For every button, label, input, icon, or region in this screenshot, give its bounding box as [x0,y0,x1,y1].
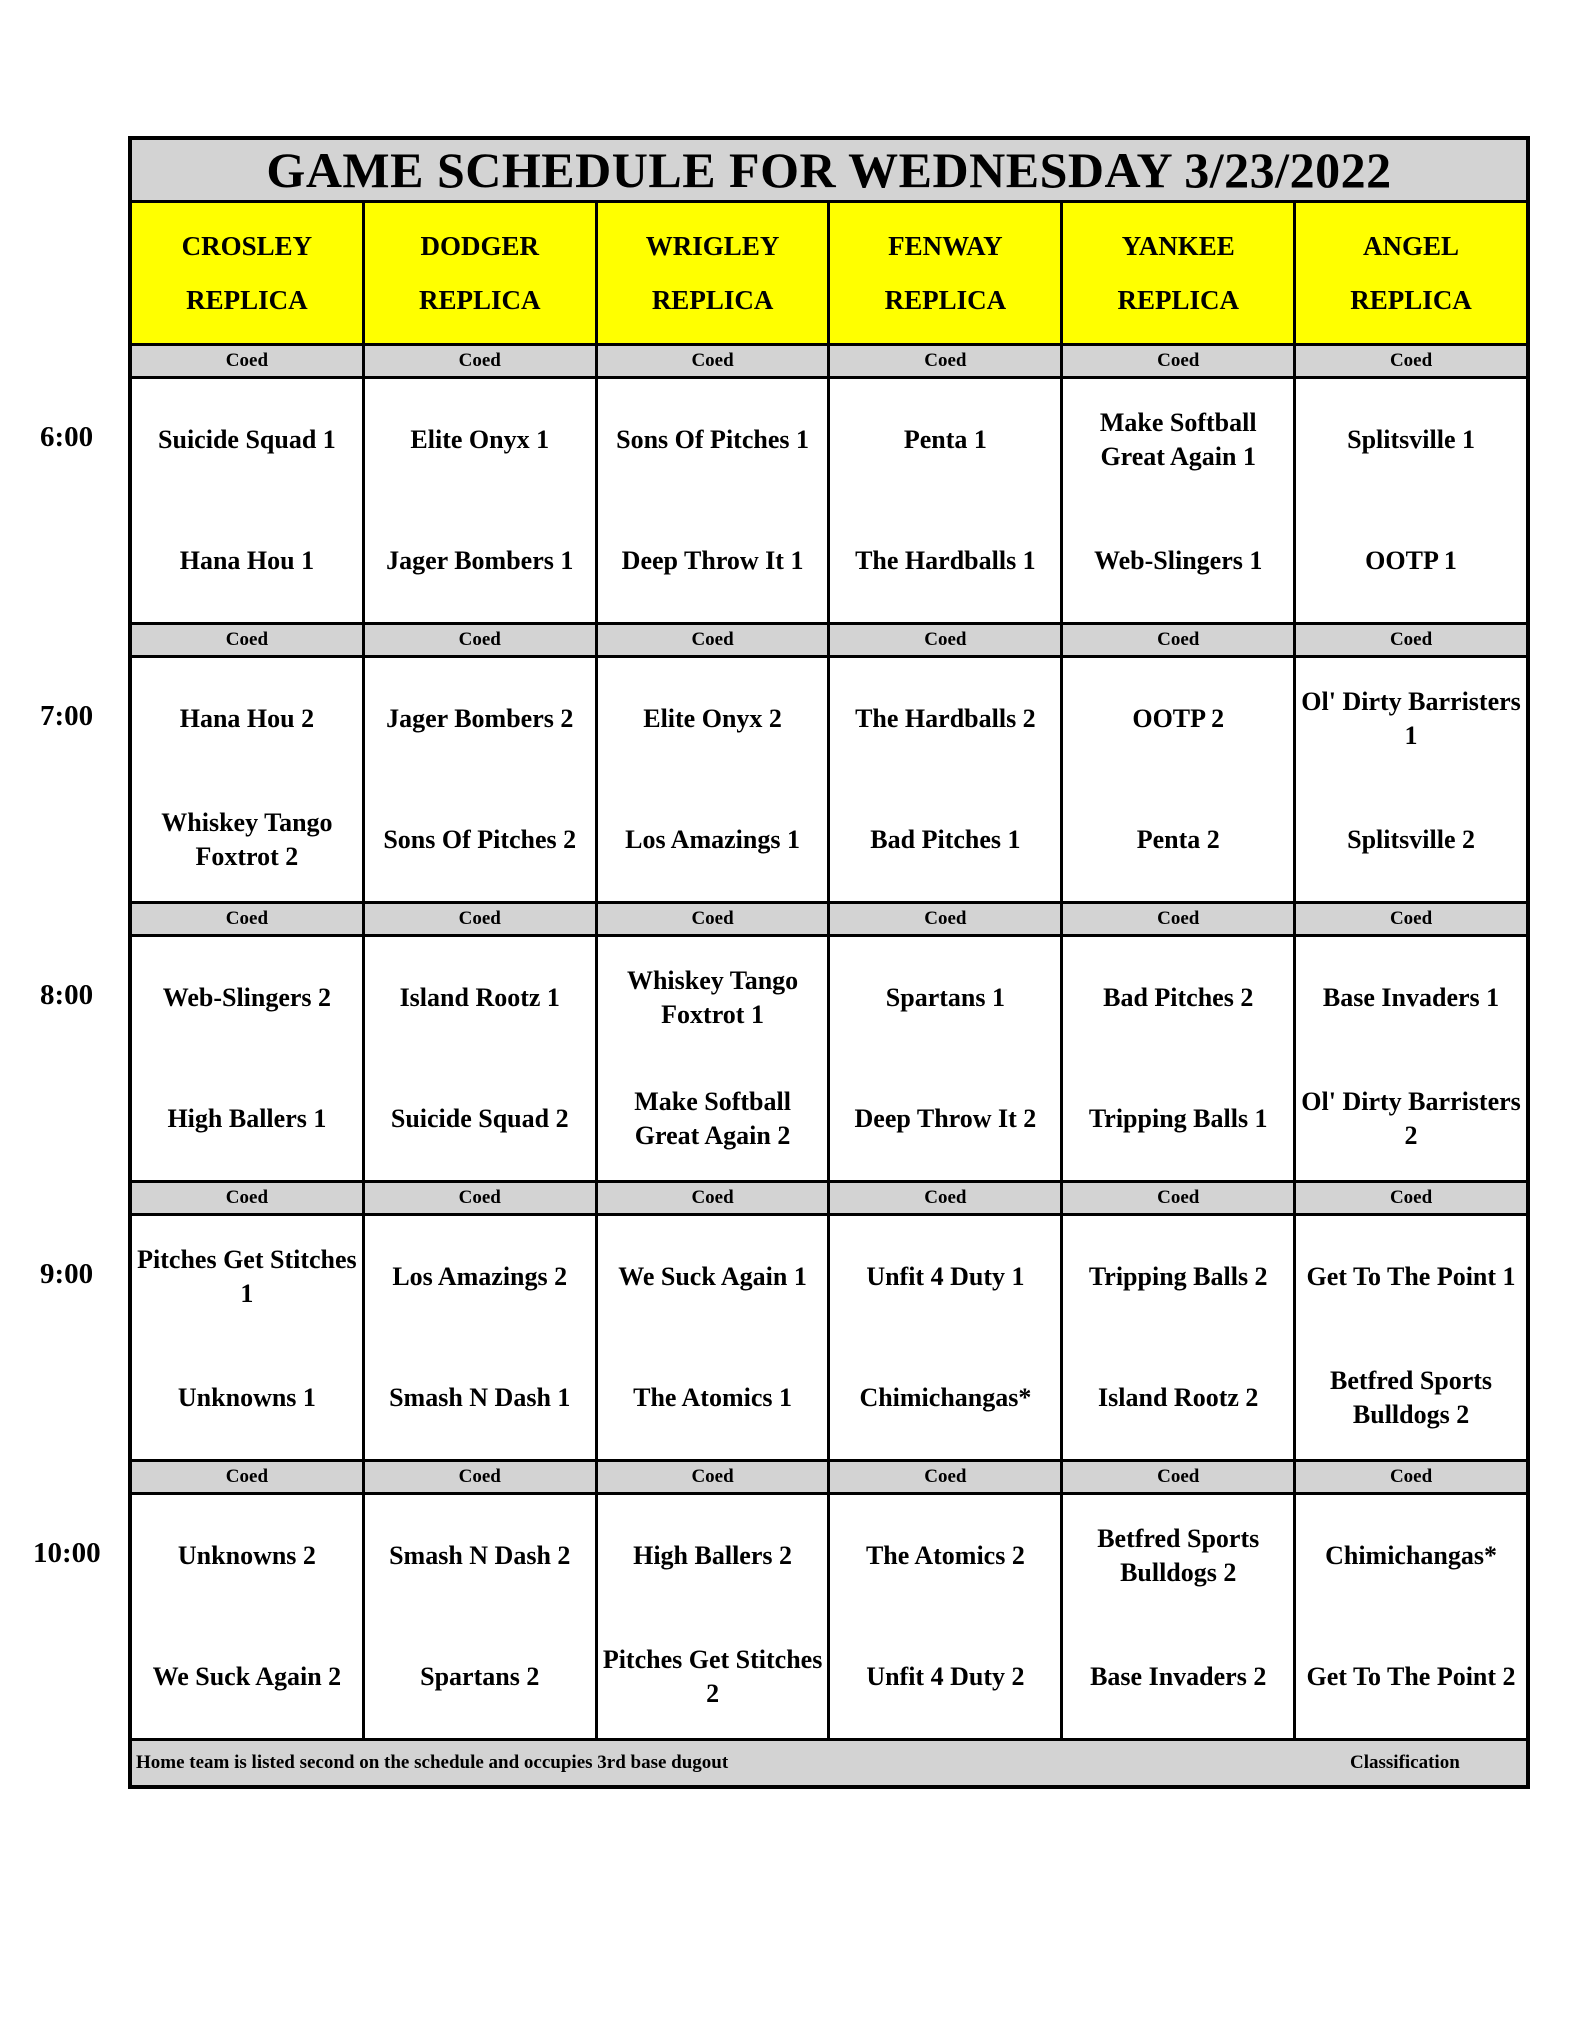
away-team: Base Invaders 1 [1322,982,1500,1012]
field-name: YANKEE [1121,231,1235,261]
field-type: REPLICA [651,285,774,315]
away-team: Chimichangas* [1325,1540,1498,1570]
home-team: Unfit 4 Duty 2 [866,1662,1025,1692]
away-team: Unfit 4 Duty 1 [866,1261,1025,1291]
home-team: Spartans 2 [420,1662,540,1692]
away-team: The Hardballs 2 [855,703,1036,733]
home-team: Bad Pitches 1 [870,825,1021,855]
game-cell [830,658,1063,901]
home-team: Unknowns 1 [177,1383,316,1413]
home-team: OOTP 1 [1365,546,1457,576]
game-cell [132,1495,365,1738]
game-cell [1296,379,1526,622]
game-cell [598,937,831,1180]
home-team: Ol' Dirty Barristers 2 [1301,1087,1521,1151]
field-header-row [132,203,1526,346]
classification-row [132,346,1526,379]
game-cell [1296,658,1526,901]
game-cell [365,1216,598,1459]
game-cell [132,658,365,901]
home-team: The Atomics 1 [633,1383,793,1413]
field-name: WRIGLEY [645,231,780,261]
away-team: Sons Of Pitches 1 [616,424,809,454]
home-team: The Hardballs 1 [855,546,1036,576]
away-team: Smash N Dash 2 [389,1540,571,1570]
away-team: Make Softball Great Again 1 [1099,407,1257,471]
game-cell [365,658,598,901]
game-cell [830,1216,1063,1459]
away-team: Whiskey Tango Foxtrot 1 [626,965,799,1029]
field-type: REPLICA [186,285,308,315]
classification-cell: Coed [598,1183,831,1213]
classification-cell: Coed [830,625,1063,655]
home-team: Deep Throw It 2 [854,1104,1037,1134]
classification-row [132,904,1526,937]
home-team: Tripping Balls 1 [1088,1104,1268,1134]
classification-cell: Coed [132,346,365,376]
home-team: We Suck Again 2 [152,1662,342,1692]
away-team: Betfred Sports Bulldogs 2 [1097,1523,1260,1587]
game-cell [1063,379,1296,622]
classification-cell: Coed [1389,350,1433,371]
field-header-wrigley [598,203,831,343]
game-cell [1296,937,1526,1180]
away-team: We Suck Again 1 [618,1261,807,1291]
field-header-crosley [132,203,365,343]
away-team: Bad Pitches 2 [1103,982,1254,1012]
home-team: Pitches Get Stitches 2 [602,1645,823,1709]
field-type: REPLICA [418,285,541,315]
game-cell [132,379,365,622]
game-cell [365,937,598,1180]
home-team: Smash N Dash 1 [389,1383,571,1413]
away-team: Splitsville 1 [1347,424,1475,454]
field-header-angel [1296,203,1526,343]
classification-cell: Coed [598,1462,831,1492]
home-team: Jager Bombers 1 [386,546,574,576]
game-cell [1063,1495,1296,1738]
home-team: Chimichangas* [859,1383,1032,1413]
classification-cell: Coed [1063,1183,1296,1213]
home-team: Web-Slingers 1 [1094,546,1263,576]
classification-cell: Coed [598,904,831,934]
field-name: ANGEL [1363,231,1460,261]
home-team: Island Rootz 2 [1098,1383,1259,1413]
home-team: Get To The Point 2 [1306,1662,1516,1692]
game-cell [1063,937,1296,1180]
home-team: Hana Hou 1 [179,546,315,576]
field-type: REPLICA [1350,285,1472,315]
away-team: Elite Onyx 2 [643,703,782,733]
games-row [132,658,1526,904]
game-cell [132,1216,365,1459]
classification-cell: Coed [1389,1466,1433,1487]
classification-cell: Coed [1063,346,1296,376]
home-team-note: Home team is listed second on the schedule and occupies 3rd base dugout [136,1752,729,1773]
field-type: REPLICA [1117,285,1239,315]
games-row [132,1495,1526,1741]
home-team: Betfred Sports Bulldogs 2 [1330,1366,1493,1430]
home-team: High Ballers 1 [167,1104,327,1134]
game-cell [365,1495,598,1738]
classification-cell: Coed [365,346,598,376]
game-cell [830,379,1063,622]
game-cell [598,658,831,901]
games-row [132,379,1526,625]
home-team: Make Softball Great Again 2 [634,1087,791,1151]
home-team: Suicide Squad 2 [390,1104,569,1134]
field-header-yankee [1063,203,1296,343]
schedule-title: GAME SCHEDULE FOR WEDNESDAY 3/23/2022 [132,140,1526,203]
classification-cell: Coed [365,1183,598,1213]
away-team: Get To The Point 1 [1306,1261,1516,1291]
classification-cell: Coed [1063,1462,1296,1492]
away-team: Suicide Squad 1 [158,424,336,454]
classification-cell: Coed [1063,625,1296,655]
schedule-footer [132,1741,1526,1785]
field-name: DODGER [420,231,539,261]
home-team: Splitsville 2 [1347,825,1475,855]
away-team: Tripping Balls 2 [1088,1261,1268,1291]
classification-row [132,1183,1526,1216]
classification-cell: Coed [830,346,1063,376]
classification-cell: Coed [598,625,831,655]
time-label: 7:00 [40,700,94,732]
classification-cell: Coed [1389,1187,1433,1208]
away-team: Elite Onyx 1 [410,424,550,454]
classification-cell: Coed [132,1183,365,1213]
away-team: OOTP 2 [1132,703,1225,733]
away-team: Island Rootz 1 [399,982,560,1012]
time-label: 9:00 [40,1258,94,1290]
classification-cell: Coed [365,625,598,655]
away-team: The Atomics 2 [865,1540,1025,1570]
classification-label: Classification [1350,1752,1460,1773]
home-team: Base Invaders 2 [1090,1662,1267,1692]
classification-cell: Coed [1389,908,1433,929]
classification-cell: Coed [132,904,365,934]
away-team: Jager Bombers 2 [386,703,574,733]
away-team: Ol' Dirty Barristers 1 [1301,686,1521,750]
away-team: Spartans 1 [885,982,1005,1012]
field-type: REPLICA [884,285,1007,315]
game-cell [365,379,598,622]
game-cell [1063,1216,1296,1459]
home-team: Whiskey Tango Foxtrot 2 [161,808,333,872]
away-team: Hana Hou 2 [179,703,315,733]
games-row [132,1216,1526,1462]
away-team: Pitches Get Stitches 1 [137,1244,357,1308]
schedule-table [128,136,1530,1789]
classification-cell: Coed [830,904,1063,934]
classification-cell: Coed [1063,904,1296,934]
classification-cell: Coed [132,625,365,655]
game-cell [598,1216,831,1459]
away-team: Los Amazings 2 [392,1261,568,1291]
classification-cell: Coed [365,1462,598,1492]
game-cell [830,1495,1063,1738]
classification-cell: Coed [365,904,598,934]
game-cell [1296,1216,1526,1459]
field-name: CROSLEY [181,231,313,261]
home-team: Deep Throw It 1 [621,546,804,576]
field-header-dodger [365,203,598,343]
game-cell [1063,658,1296,901]
time-label: 6:00 [40,421,94,453]
game-cell [598,1495,831,1738]
game-cell [598,379,831,622]
time-label: 8:00 [40,979,94,1011]
away-team: Penta 1 [903,424,987,454]
classification-cell: Coed [830,1183,1063,1213]
game-cell [132,937,365,1180]
games-row [132,937,1526,1183]
home-team: Penta 2 [1136,825,1220,855]
game-cell [1296,1495,1526,1738]
field-name: FENWAY [888,231,1003,261]
home-team: Los Amazings 1 [625,825,800,855]
classification-cell: Coed [598,346,831,376]
home-team: Sons Of Pitches 2 [383,825,577,855]
classification-row [132,1462,1526,1495]
classification-cell: Coed [1389,629,1433,650]
away-team: High Ballers 2 [633,1540,793,1570]
field-header-fenway [830,203,1063,343]
classification-row [132,625,1526,658]
time-label: 10:00 [33,1537,101,1569]
time-blocks [132,346,1526,1741]
classification-cell: Coed [132,1462,365,1492]
away-team: Unknowns 2 [177,1540,316,1570]
classification-cell: Coed [830,1462,1063,1492]
game-cell [830,937,1063,1180]
away-team: Web-Slingers 2 [162,982,332,1012]
